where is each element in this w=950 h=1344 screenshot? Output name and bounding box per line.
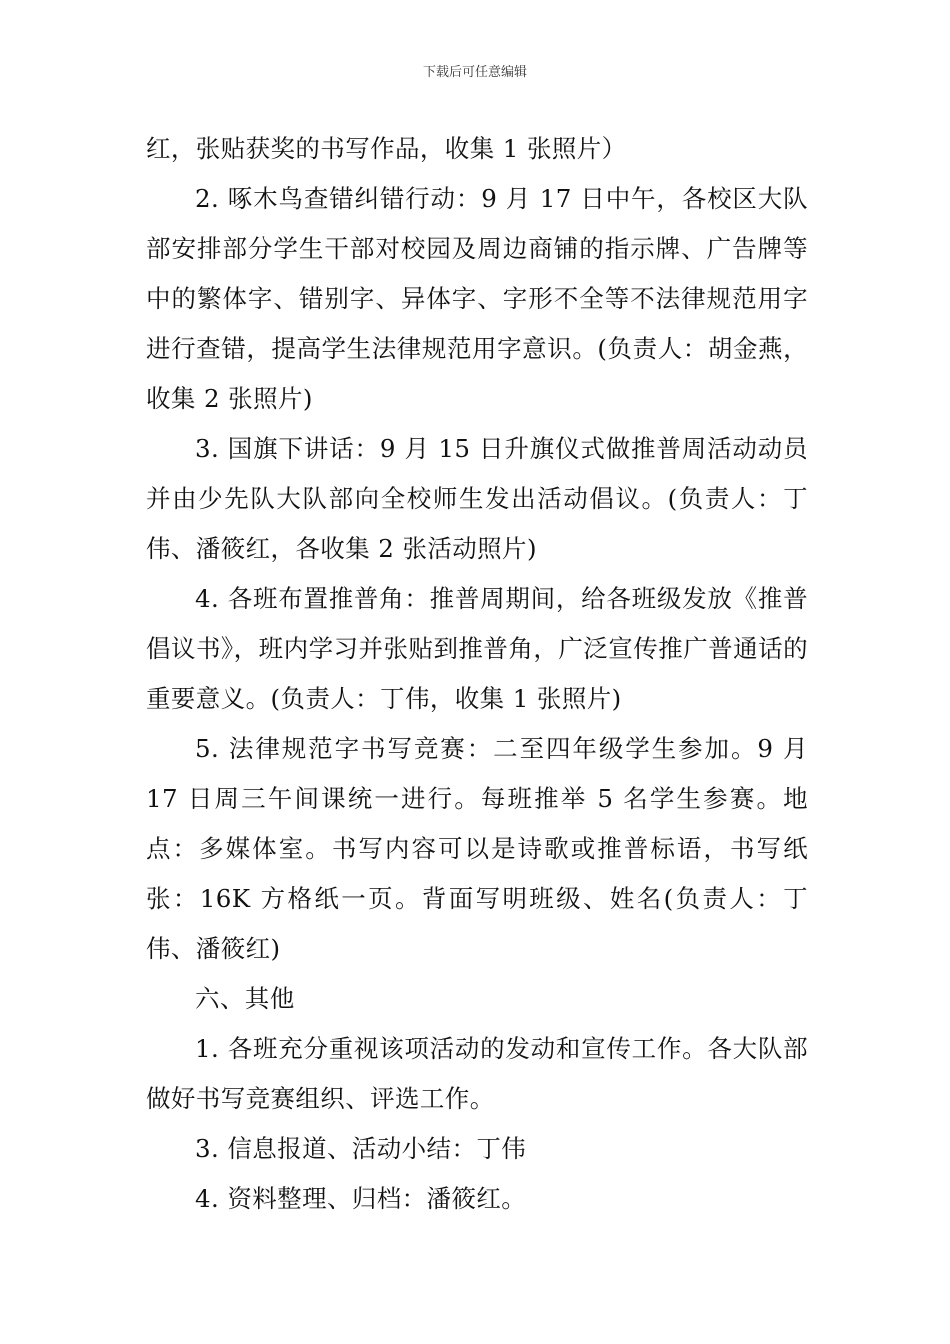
document-body xyxy=(146,124,808,1224)
page-header: 下载后可任意编辑 xyxy=(422,65,527,80)
paragraph-item-5: 5. 法律规范字书写竞赛：二至四年级学生参加。9 月 17 日周三午间课统一进行。每班推举 5 名学生参赛。地点：多媒体室。书写内容可以是诗歌或推普标语，书写纸张：16K 方格纸一页。背面写明班级、姓名(负责人：丁伟、潘筱红) xyxy=(146,734,808,963)
paragraph-other-1: 1. 各班充分重视该项活动的发动和宣传工作。各大队部做好书写竞赛组织、评选工作。 xyxy=(146,1034,808,1113)
paragraph-other-3: 3. 信息报道、活动小结：丁伟 xyxy=(195,1134,527,1163)
paragraph-item-3: 3. 国旗下讲话：9 月 15 日升旗仪式做推普周活动动员并由少先队大队部向全校师生发出活动倡议。(负责人：丁伟、潘筱红，各收集 2 张活动照片) xyxy=(146,434,808,563)
paragraph-continuation: 红，张贴获奖的书写作品，收集 1 张照片） xyxy=(146,134,627,163)
section-heading-other: 六、其他 xyxy=(195,984,295,1013)
paragraph-other-4: 4. 资料整理、归档：潘筱红。 xyxy=(195,1184,527,1213)
paragraph-item-2: 2. 啄木鸟查错纠错行动：9 月 17 日中午，各校区大队部安排部分学生干部对校园及周边商铺的指示牌、广告牌等中的繁体字、错别字、异体字、字形不全等不法律规范用字进行查错，提高学生法律规范用字意识。(负责人：胡金燕，收集 2 张照片) xyxy=(146,184,808,413)
paragraph-item-4: 4. 各班布置推普角：推普周期间，给各班级发放《推普倡议书》，班内学习并张贴到推普角，广泛宣传推广普通话的重要意义。(负责人：丁伟，收集 1 张照片) xyxy=(146,584,808,713)
